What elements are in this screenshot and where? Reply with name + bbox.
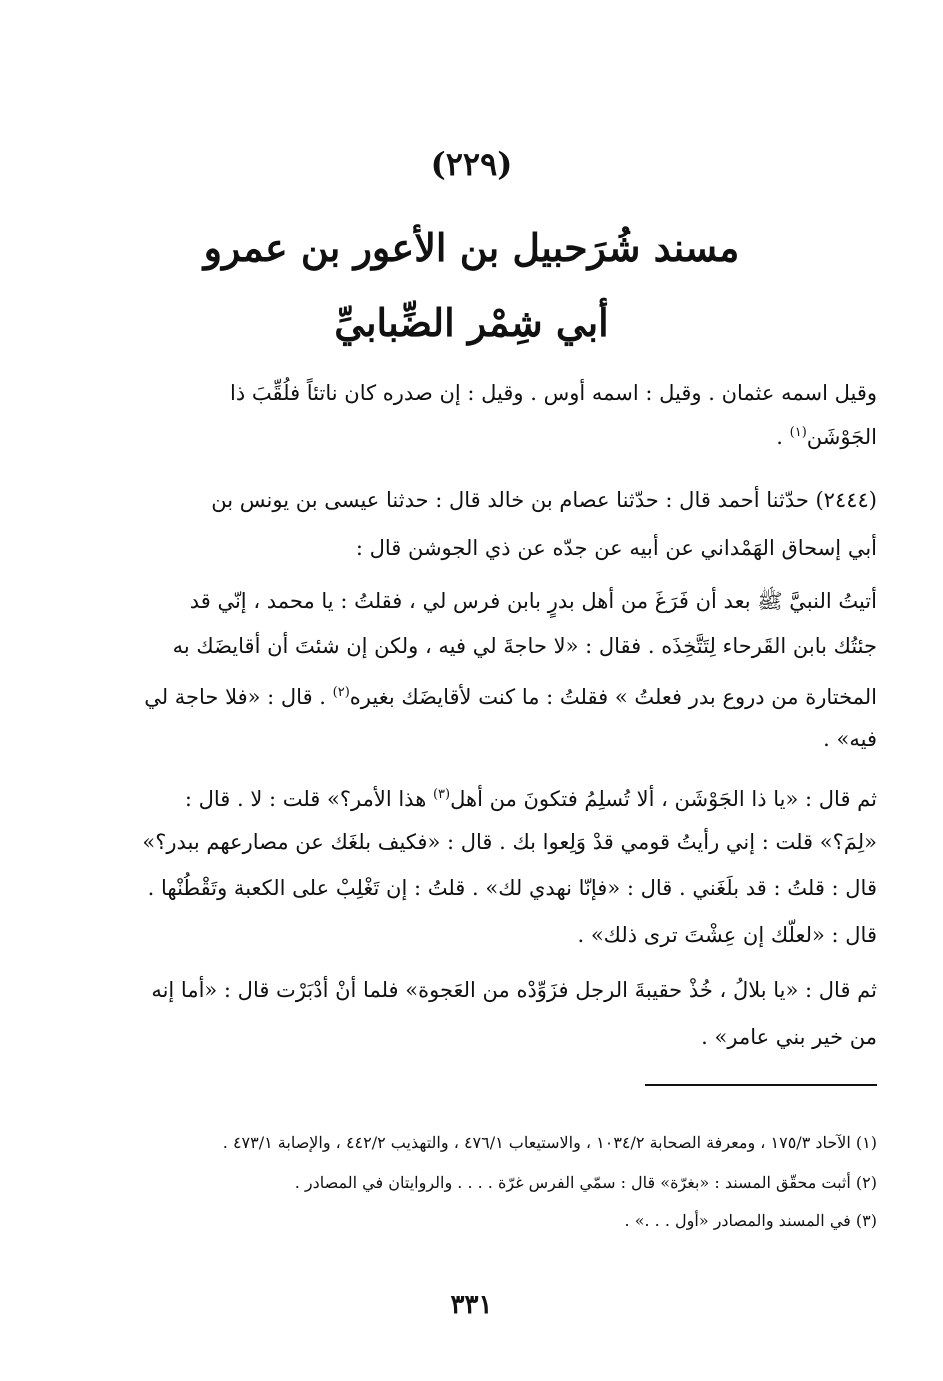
intro-line2-text: الجَوْشَن [806,425,877,449]
isnad-line2: أبي إسحاق الهَمْداني عن أبيه عن جدّه عن ذي الجوشن قال : [355,536,877,560]
para1-line4: فيه» . [823,727,877,751]
footnote-separator [645,1084,877,1086]
para3-line2: من خير بني عامر» . [701,1025,877,1049]
para1-line2: جئتُك بابن القَرحاء لِتَتَّخِذَه . فقال : «لا حاجةَ لي فيه ، ولكن إن شئتَ أن أقايضَك به [172,634,877,658]
para3-line1: ثم قال : «يا بلالُ ، خُذْ حقيبةَ الرجل فزَوِّدْه من العَجوة» فلما أنْ أدْبَرْت قال : «أما إنه [151,978,877,1002]
para2-line1-end: هذا الأمر؟» قلت : لا . قال : [184,787,433,811]
para2-line1-text: ثم قال : «يا ذا الجَوْشَن ، ألا تُسلِمُ فتكونَ من أهل [450,787,877,811]
footnote-1: (١) الآحاد ١٧٥/٣ ، ومعرفة الصحابة ١٠٣٤/٢ ، والاستيعاب ٤٧٦/١ ، والتهذيب ٤٤٢/٢ ، والإصابة ٤٧٣/١ . [222,1133,877,1152]
intro-line2-end: . [776,425,790,449]
para1-line3-text: المختارة من دروع بدر فعلتُ » فقلتُ : ما كنت لأقايضَك بغيره [349,685,877,709]
chapter-title-line2: أبي شِمْر الضِّبابيِّ [334,300,609,345]
para1-line1: أتيتُ النبيَّ ﷺ بعد أن فَرَغَ من أهل بدرٍ بابن فرس لي ، فقلتُ : يا محمد ، إنّي قد [189,589,877,613]
footnote-ref-1: (١) [789,425,807,440]
chapter-number: (٢٢٩) [430,145,513,183]
footnote-3: (٣) في المسند والمصادر «أول . . .» . [624,1211,877,1230]
para2-line4: قال : «لعلّك إن عِشْتَ ترى ذلك» . [577,923,877,947]
footnote-ref-3: (٣) [432,787,451,802]
footnote-ref-2: (٢) [332,685,350,700]
para2-line2: «لِمَ؟» قلت : إني رأيتُ قومي قدْ وَلِعوا بك . قال : «فكيف بلغَك عن مصارعهم ببدر؟» [142,830,877,854]
intro-line1: وقيل اسمه عثمان . وقيل : اسمه أوس . وقيل : إن صدره كان ناتئاً فلُقِّبَ ذا [230,381,877,405]
para1-line3-end: . قال : «فلا حاجة لي [144,685,333,709]
para1-line3 [112,678,877,712]
chapter-title-line1: مسند شُرَحبيل بن الأعور بن عمرو [203,225,740,270]
footnote-2: (٢) أثبت محقّق المسند : «بغرّة» قال : سمّي الفرس غرّة . . . . والروايتان في المصادر . [294,1173,877,1192]
page-number: ٣٣١ [450,1290,493,1320]
para2-line3: قال : قلتُ : قد بلَغَني . قال : «فإنّا نهدي لك» . قلتُ : إن تَغْلِبْ على الكعبة وتَقْطُنْها . [147,876,877,900]
para2-line1 [112,780,877,814]
isnad-line1: (٢٤٤٤) حدّثنا أحمد قال : حدّثنا عصام بن خالد قال : حدثنا عيسى بن يونس بن [211,488,877,512]
intro-line2 [112,418,877,452]
